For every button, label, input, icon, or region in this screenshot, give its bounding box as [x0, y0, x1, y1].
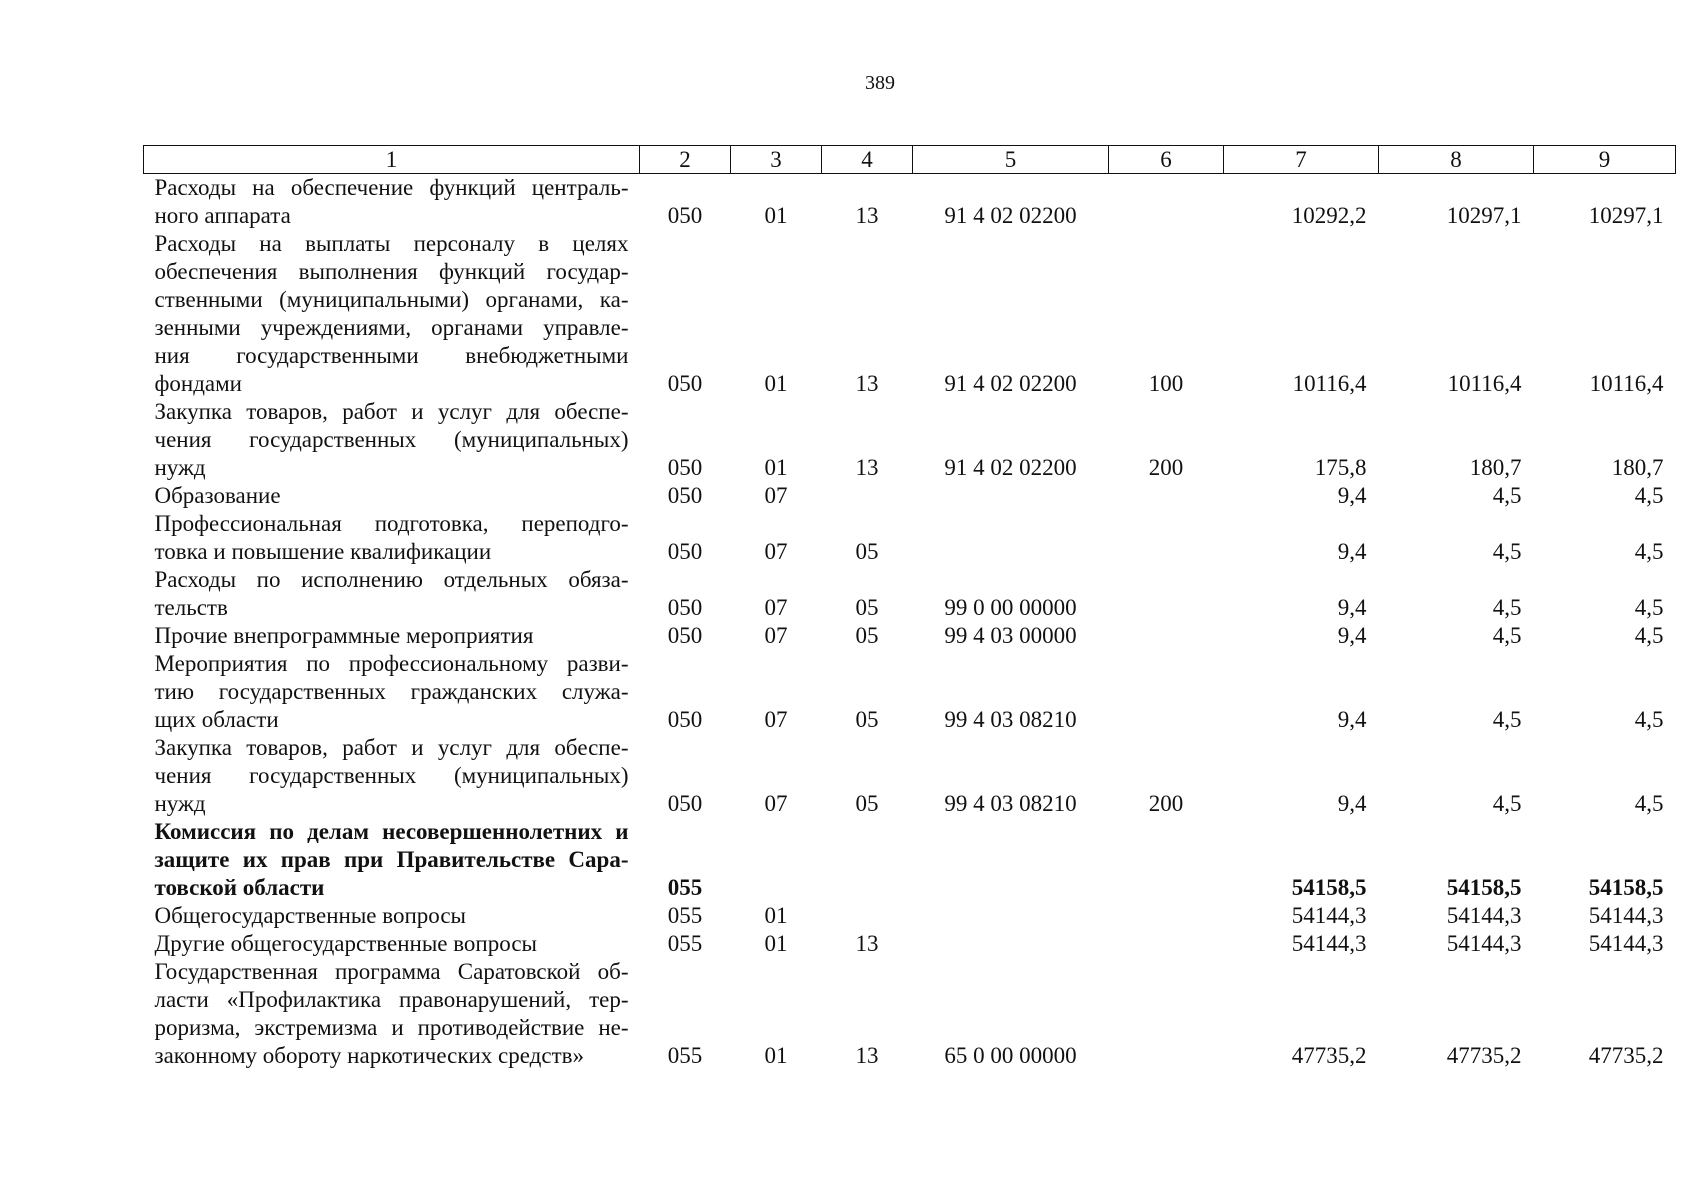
- cell-target-article: 91 4 02 02200: [944, 203, 1077, 228]
- description-line: Расходы по исполнению отдельных обяза-: [154, 567, 629, 592]
- header-cell-9: 9: [1534, 146, 1676, 174]
- cell-target-article: [913, 482, 1109, 510]
- table-row: [144, 398, 1676, 482]
- header-cell-6: 6: [1109, 146, 1224, 174]
- table-row: [144, 958, 1676, 1070]
- cell-section: 07: [764, 595, 788, 620]
- cell-section: 07: [764, 791, 788, 816]
- cell-admin-code: 050: [667, 539, 703, 564]
- description-line: чения государственных (муниципальных): [154, 763, 629, 788]
- cell-expense-type: [1109, 174, 1224, 231]
- cell-section: 01: [764, 455, 788, 480]
- cell-amount-1: 9,4: [1337, 595, 1367, 620]
- cell-admin-code: 050: [667, 595, 703, 620]
- description-line: Закупка товаров, работ и услуг для обеспе-: [154, 399, 629, 424]
- cell-amount-2: 4,5: [1492, 539, 1522, 564]
- cell-admin-code: 055: [667, 875, 703, 900]
- description-line: обеспечения выполнения функций государ-: [154, 259, 629, 284]
- cell-admin-code: 050: [667, 371, 703, 396]
- cell-description: [144, 902, 640, 930]
- description-line: Профессиональная подготовка, переподго-: [154, 511, 629, 536]
- cell-description: [144, 622, 640, 650]
- cell-subsection: 13: [855, 203, 879, 228]
- cell-amount-3: 4,5: [1634, 595, 1664, 620]
- cell-amount-3: 4,5: [1634, 623, 1664, 648]
- description-line: щих области: [154, 707, 279, 732]
- cell-amount-2: 10116,4: [1447, 371, 1522, 396]
- description-line: Общегосударственные вопросы: [154, 903, 466, 928]
- cell-expense-type: [1109, 622, 1224, 650]
- header-cell-4: 4: [822, 146, 913, 174]
- cell-section: 07: [764, 623, 788, 648]
- cell-target-article: [913, 930, 1109, 958]
- cell-target-article: 91 4 02 02200: [944, 371, 1077, 396]
- description-line: Комиссия по делам несовершеннолетних и: [154, 819, 629, 844]
- description-line: Расходы на выплаты персоналу в целях: [154, 231, 629, 256]
- cell-target-article: [913, 510, 1109, 566]
- cell-subsection: 13: [855, 455, 879, 480]
- cell-admin-code: 050: [667, 623, 703, 648]
- table-row: [144, 734, 1676, 818]
- cell-amount-1: 175,8: [1314, 455, 1367, 480]
- table-row: [144, 174, 1676, 231]
- cell-description: [144, 958, 640, 1070]
- cell-subsection: 05: [855, 623, 879, 648]
- cell-subsection: 13: [855, 1043, 879, 1068]
- cell-target-article: 99 4 03 00000: [944, 623, 1077, 648]
- cell-amount-2: 54144,3: [1446, 931, 1522, 956]
- cell-description: [144, 398, 640, 482]
- cell-amount-3: 4,5: [1634, 483, 1664, 508]
- table-row: [144, 902, 1676, 930]
- cell-amount-2: 47735,2: [1446, 1043, 1522, 1068]
- cell-amount-2: 4,5: [1492, 483, 1522, 508]
- description-line: фондами: [154, 371, 242, 396]
- description-line: товской области: [154, 875, 325, 900]
- cell-amount-2: 4,5: [1492, 623, 1522, 648]
- cell-amount-2: 54144,3: [1446, 903, 1522, 928]
- budget-table: [143, 145, 1676, 1070]
- description-line: Закупка товаров, работ и услуг для обеспе-: [154, 735, 629, 760]
- cell-admin-code: 050: [667, 483, 703, 508]
- cell-expense-type: [1109, 818, 1224, 902]
- header-row: [144, 146, 1676, 174]
- cell-target-article: 99 0 00 00000: [944, 595, 1077, 620]
- cell-amount-2: 4,5: [1492, 595, 1522, 620]
- table-row: [144, 482, 1676, 510]
- header-cell-2: 2: [640, 146, 731, 174]
- cell-subsection: 13: [855, 931, 879, 956]
- cell-expense-type: 200: [1148, 791, 1184, 816]
- cell-description: [144, 230, 640, 398]
- description-line: Расходы на обеспечение функций централь-: [154, 175, 629, 200]
- description-line: ного аппарата: [154, 203, 291, 228]
- cell-description: [144, 482, 640, 510]
- description-line: нужд: [154, 455, 206, 480]
- cell-amount-2: 4,5: [1492, 707, 1522, 732]
- cell-expense-type: [1109, 510, 1224, 566]
- cell-amount-3: 54144,3: [1588, 903, 1664, 928]
- description-line: Образование: [154, 483, 281, 508]
- cell-target-article: 99 4 03 08210: [944, 707, 1077, 732]
- cell-amount-3: 180,7: [1611, 455, 1664, 480]
- description-line: законному обороту наркотических средств»: [154, 1043, 584, 1068]
- cell-subsection: 05: [855, 539, 879, 564]
- description-line: Мероприятия по профессиональному разви-: [154, 651, 629, 676]
- description-line: нужд: [154, 791, 206, 816]
- header-cell-7: 7: [1224, 146, 1379, 174]
- cell-description: [144, 510, 640, 566]
- header-cell-3: 3: [731, 146, 822, 174]
- page-number: 389: [865, 72, 895, 94]
- cell-amount-3: 4,5: [1634, 791, 1664, 816]
- cell-expense-type: 100: [1148, 371, 1184, 396]
- cell-subsection: [822, 818, 913, 902]
- table-row: [144, 930, 1676, 958]
- table-row: [144, 510, 1676, 566]
- cell-description: [144, 930, 640, 958]
- cell-amount-1: 9,4: [1337, 539, 1367, 564]
- cell-section: 07: [764, 483, 788, 508]
- cell-admin-code: 055: [667, 903, 703, 928]
- cell-subsection: 13: [855, 371, 879, 396]
- cell-subsection: [822, 902, 913, 930]
- cell-admin-code: 050: [667, 791, 703, 816]
- cell-subsection: 05: [855, 791, 879, 816]
- cell-description: [144, 818, 640, 902]
- cell-section: 01: [764, 903, 788, 928]
- cell-admin-code: 055: [667, 931, 703, 956]
- table-row: [144, 818, 1676, 902]
- cell-description: [144, 650, 640, 734]
- cell-admin-code: 055: [667, 1043, 703, 1068]
- description-line: Государственная программа Саратовской об-: [154, 959, 629, 984]
- header-cell-8: 8: [1379, 146, 1534, 174]
- cell-amount-3: 10297,1: [1588, 203, 1664, 228]
- cell-amount-2: 10297,1: [1446, 203, 1522, 228]
- cell-amount-3: 4,5: [1634, 707, 1664, 732]
- cell-expense-type: [1109, 930, 1224, 958]
- description-line: чения государственных (муниципальных): [154, 427, 629, 452]
- cell-target-article: 91 4 02 02200: [944, 455, 1077, 480]
- table-row: [144, 650, 1676, 734]
- cell-amount-2: 180,7: [1469, 455, 1522, 480]
- table-header: [144, 146, 1676, 174]
- cell-description: [144, 566, 640, 622]
- cell-admin-code: 050: [667, 707, 703, 732]
- cell-amount-1: 54144,3: [1291, 931, 1367, 956]
- cell-expense-type: [1109, 650, 1224, 734]
- cell-target-article: [913, 818, 1109, 902]
- cell-section: 01: [764, 1043, 788, 1068]
- description-line: товка и повышение квалификации: [154, 539, 492, 564]
- description-line: ния государственными внебюджетными: [154, 343, 629, 368]
- description-line: роризма, экстремизма и противодействие не-: [154, 1015, 629, 1040]
- description-line: ласти «Профилактика правонарушений, тер-: [154, 987, 629, 1012]
- cell-amount-1: 10116,4: [1292, 371, 1367, 396]
- cell-admin-code: 050: [667, 455, 703, 480]
- cell-section: 01: [764, 203, 788, 228]
- header-cell-1: 1: [144, 146, 640, 174]
- cell-amount-1: 54158,5: [1291, 875, 1367, 900]
- description-line: Прочие внепрограммные мероприятия: [154, 623, 534, 648]
- cell-section: 01: [764, 931, 788, 956]
- description-line: тельств: [154, 595, 228, 620]
- cell-expense-type: [1109, 566, 1224, 622]
- cell-description: [144, 174, 640, 231]
- cell-expense-type: [1109, 958, 1224, 1070]
- header-cell-5: 5: [913, 146, 1109, 174]
- table-body: [144, 174, 1676, 1071]
- description-line: зенными учреждениями, органами управле-: [154, 315, 629, 340]
- cell-amount-1: 9,4: [1337, 707, 1367, 732]
- table-row: [144, 622, 1676, 650]
- table-row: [144, 230, 1676, 398]
- cell-target-article: [913, 902, 1109, 930]
- cell-amount-3: 47735,2: [1588, 1043, 1664, 1068]
- cell-amount-3: 54144,3: [1588, 931, 1664, 956]
- cell-amount-3: 54158,5: [1588, 875, 1664, 900]
- cell-section: 01: [764, 371, 788, 396]
- description-line: ственными (муниципальными) органами, ка-: [154, 287, 629, 312]
- cell-section: [731, 818, 822, 902]
- cell-amount-1: 10292,2: [1291, 203, 1367, 228]
- cell-amount-1: 47735,2: [1291, 1043, 1367, 1068]
- cell-amount-2: 54158,5: [1446, 875, 1522, 900]
- cell-amount-1: 54144,3: [1291, 903, 1367, 928]
- cell-amount-1: 9,4: [1337, 483, 1367, 508]
- cell-subsection: 05: [855, 595, 879, 620]
- cell-amount-1: 9,4: [1337, 791, 1367, 816]
- cell-amount-2: 4,5: [1492, 791, 1522, 816]
- description-line: Другие общегосударственные вопросы: [154, 931, 537, 956]
- cell-section: 07: [764, 539, 788, 564]
- cell-description: [144, 734, 640, 818]
- description-line: защите их прав при Правительстве Сара-: [154, 847, 629, 872]
- cell-subsection: [822, 482, 913, 510]
- cell-expense-type: [1109, 482, 1224, 510]
- cell-expense-type: 200: [1148, 455, 1184, 480]
- cell-admin-code: 050: [667, 203, 703, 228]
- cell-target-article: 65 0 00 00000: [944, 1043, 1077, 1068]
- cell-amount-3: 10116,4: [1589, 371, 1664, 396]
- cell-target-article: 99 4 03 08210: [944, 791, 1077, 816]
- cell-subsection: 05: [855, 707, 879, 732]
- cell-amount-3: 4,5: [1634, 539, 1664, 564]
- description-line: тию государственных гражданских служа-: [154, 679, 629, 704]
- table-row: [144, 566, 1676, 622]
- cell-section: 07: [764, 707, 788, 732]
- cell-amount-1: 9,4: [1337, 623, 1367, 648]
- cell-expense-type: [1109, 902, 1224, 930]
